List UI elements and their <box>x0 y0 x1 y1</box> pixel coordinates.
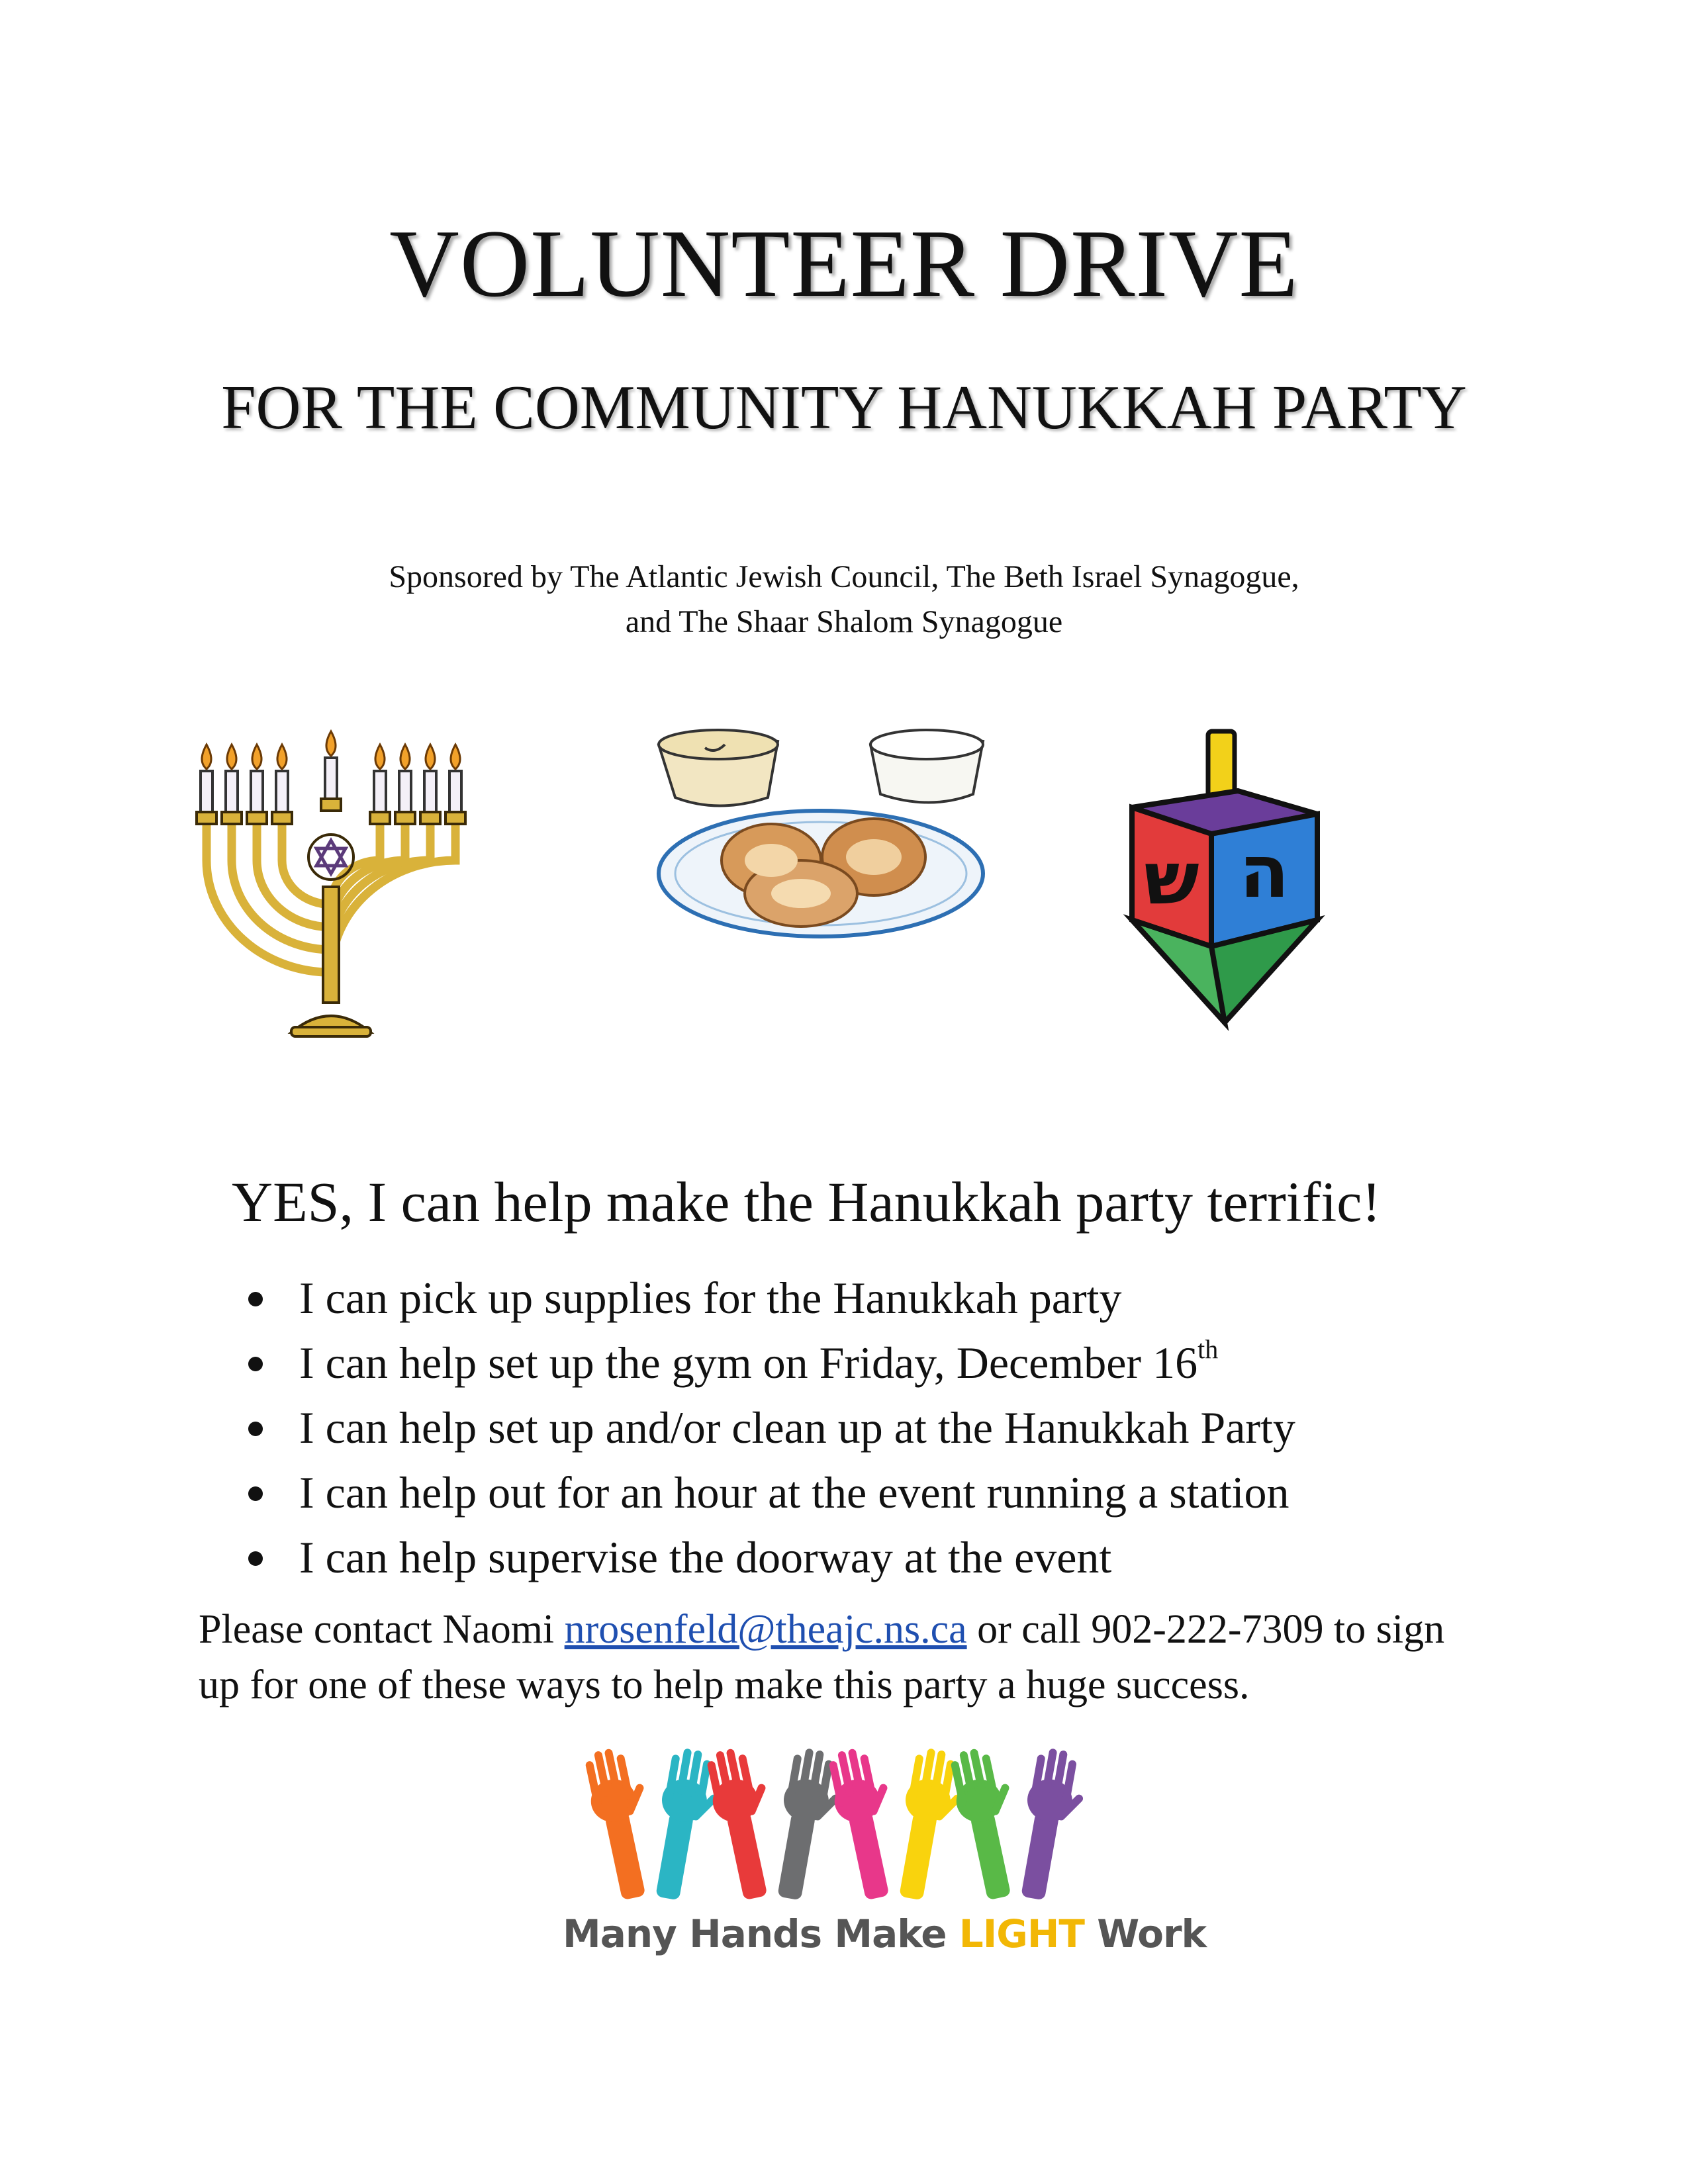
bullet-icon <box>248 1486 263 1501</box>
logo-tagline <box>563 1911 1207 1956</box>
sponsor-line-2: and The Shaar Shalom Synagogue <box>625 604 1063 639</box>
contact-email-link[interactable]: nrosenfeld@theajc.ns.ca <box>564 1607 967 1652</box>
volunteer-option-text: I can help supervise the doorway at the event <box>299 1532 1112 1582</box>
volunteer-option-item <box>248 1460 1295 1525</box>
latkes-plate-icon <box>652 725 990 943</box>
volunteer-option-item <box>248 1395 1295 1460</box>
tagline-light-word: LIGHT <box>959 1911 1084 1956</box>
bullet-icon <box>248 1292 263 1306</box>
bullet-icon <box>248 1422 263 1436</box>
many-hands-logo-icon <box>583 1734 1112 1906</box>
dreidel-letter-shin: ש <box>1144 836 1199 921</box>
signup-heading: YES, I can help make the Hanukkah party terrific! <box>232 1170 1382 1234</box>
tagline-part-1: Many Hands Make <box>563 1911 959 1956</box>
bullet-icon <box>248 1357 263 1371</box>
raised-hand-icon <box>702 1743 789 1903</box>
sponsor-line-1: Sponsored by The Atlantic Jewish Council, The Beth Israel Synagogue, <box>389 559 1299 594</box>
dreidel-letter-he: ה <box>1239 829 1289 914</box>
contact-paragraph <box>199 1602 1489 1713</box>
raised-hand-icon <box>1010 1746 1092 1904</box>
volunteer-options-list <box>248 1265 1295 1590</box>
bullet-icon <box>248 1551 263 1566</box>
ordinal-suffix: th <box>1197 1334 1219 1364</box>
raised-hand-icon <box>824 1743 911 1903</box>
raised-hand-icon <box>583 1743 667 1903</box>
page-subtitle: FOR THE COMMUNITY HANUKKAH PARTY <box>221 373 1467 442</box>
volunteer-option-item <box>248 1525 1295 1590</box>
contact-suffix: or call 902-222-7309 to sign up for one of these ways to help make this party a huge success. <box>199 1607 1445 1707</box>
volunteer-option-text: I can help set up and/or clean up at the Hanukkah Party <box>299 1402 1295 1453</box>
menorah-icon <box>192 721 470 1039</box>
page-title: VOLUNTEER DRIVE <box>389 210 1299 317</box>
volunteer-option-text: I can help out for an hour at the event running a station <box>299 1467 1289 1518</box>
raised-hand-icon <box>946 1743 1033 1903</box>
volunteer-option-item <box>248 1330 1295 1395</box>
sponsor-text <box>199 555 1489 645</box>
volunteer-option-text: I can help set up the gym on Friday, December 16 <box>299 1338 1198 1388</box>
dreidel-icon <box>1119 728 1331 1032</box>
contact-prefix: Please contact Naomi <box>199 1607 565 1652</box>
volunteer-option-text: I can pick up supplies for the Hanukkah party <box>299 1273 1122 1323</box>
tagline-part-2: Work <box>1084 1911 1207 1956</box>
volunteer-option-item <box>248 1265 1295 1330</box>
